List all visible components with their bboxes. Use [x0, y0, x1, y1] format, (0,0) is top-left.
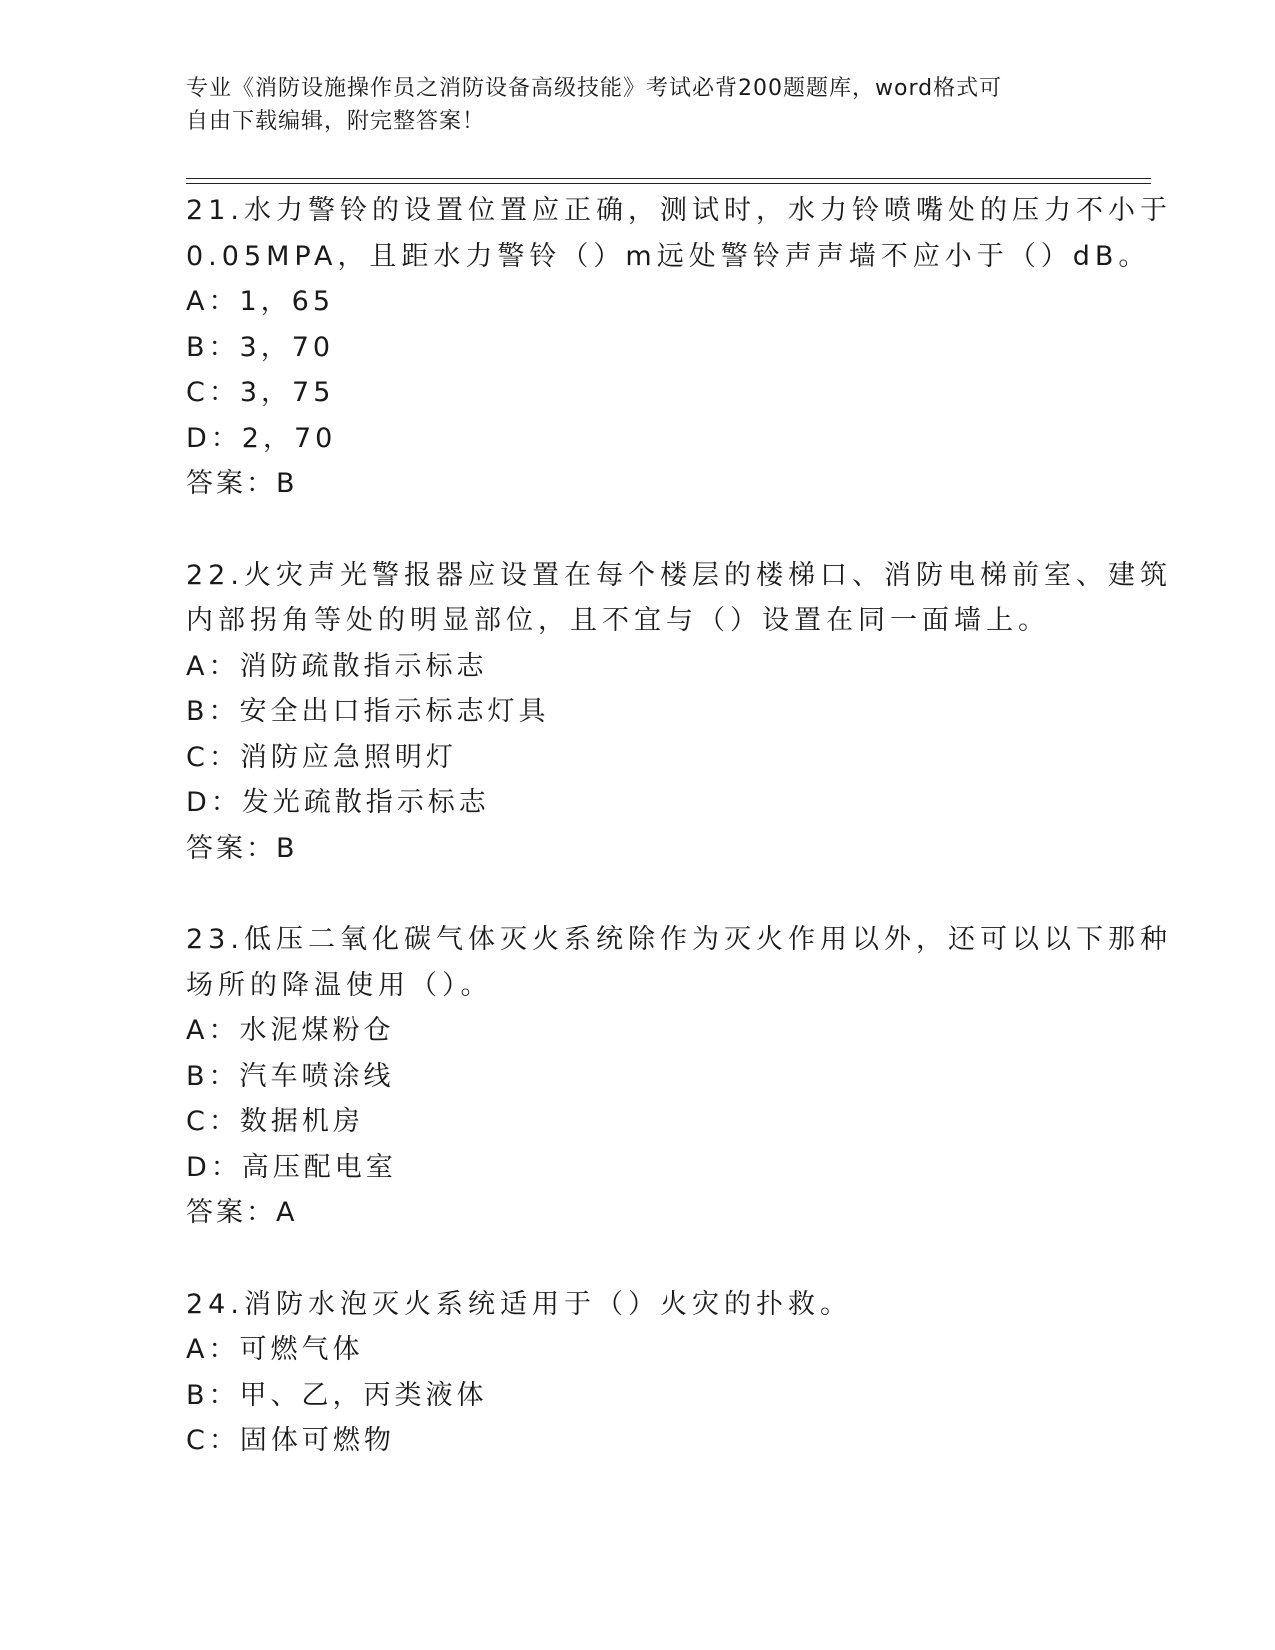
question-23	[186, 917, 1172, 1236]
option-b: B：3，70	[186, 331, 335, 363]
option-a: A：水泥煤粉仓	[186, 1015, 395, 1046]
answer-line: 答案：A	[186, 1197, 298, 1228]
option-d: D：高压配电室	[186, 1151, 397, 1183]
option-c: C：消防应急照明灯	[186, 741, 457, 773]
option-a: A：消防疏散指示标志	[186, 650, 488, 682]
question-22	[186, 553, 1172, 872]
question-list	[186, 188, 1172, 1510]
option-b: B：安全出口指示标志灯具	[186, 696, 550, 727]
option-b: B：甲、乙，丙类液体	[186, 1379, 488, 1411]
option-a: A：可燃气体	[186, 1334, 364, 1365]
option-b: B：汽车喷涂线	[186, 1060, 395, 1092]
option-c: C：固体可燃物	[186, 1425, 395, 1456]
document-header	[186, 72, 1086, 138]
question-stem-line: 24.消防水泡灭火系统适用于（）火灾的扑救。	[186, 1288, 852, 1320]
question-stem-line: 21.水力警铃的设置位置应正确，测试时，水力铃喷嘴处的压力不小于	[186, 195, 1172, 226]
header-divider-bottom	[186, 183, 1151, 184]
question-stem-line: 22.火灾声光警报器应设置在每个楼层的楼梯口、消防电梯前室、建筑	[186, 559, 1172, 591]
question-stem-line: 内部拐角等处的明显部位，且不宜与（）设置在同一面墙上。	[186, 605, 1050, 636]
option-c: C：数据机房	[186, 1106, 364, 1137]
question-stem-line: 23.低压二氧化碳气体灭火系统除作为灭火作用以外，还可以以下那种	[186, 924, 1172, 955]
answer-line: 答案：B	[186, 468, 298, 499]
answer-line: 答案：B	[186, 832, 298, 864]
question-stem-line: 场所的降温使用（）。	[186, 969, 493, 1001]
option-d: D：2，70	[186, 422, 337, 454]
header-line-1: 专业《消防设施操作员之消防设备高级技能》考试必背200题题库，word格式可	[186, 76, 1003, 101]
option-d: D：发光疏散指示标志	[186, 787, 490, 818]
option-a: A：1，65	[186, 286, 335, 317]
question-24	[186, 1282, 1086, 1464]
question-stem-line: 0.05MPA，且距水力警铃（）m远处警铃声声墙不应小于（）dB。	[186, 240, 1151, 272]
option-c: C：3，75	[186, 377, 335, 408]
question-21	[186, 188, 1172, 507]
header-line-2: 自由下载编辑，附完整答案！	[186, 109, 486, 134]
header-divider-top	[186, 178, 1151, 179]
